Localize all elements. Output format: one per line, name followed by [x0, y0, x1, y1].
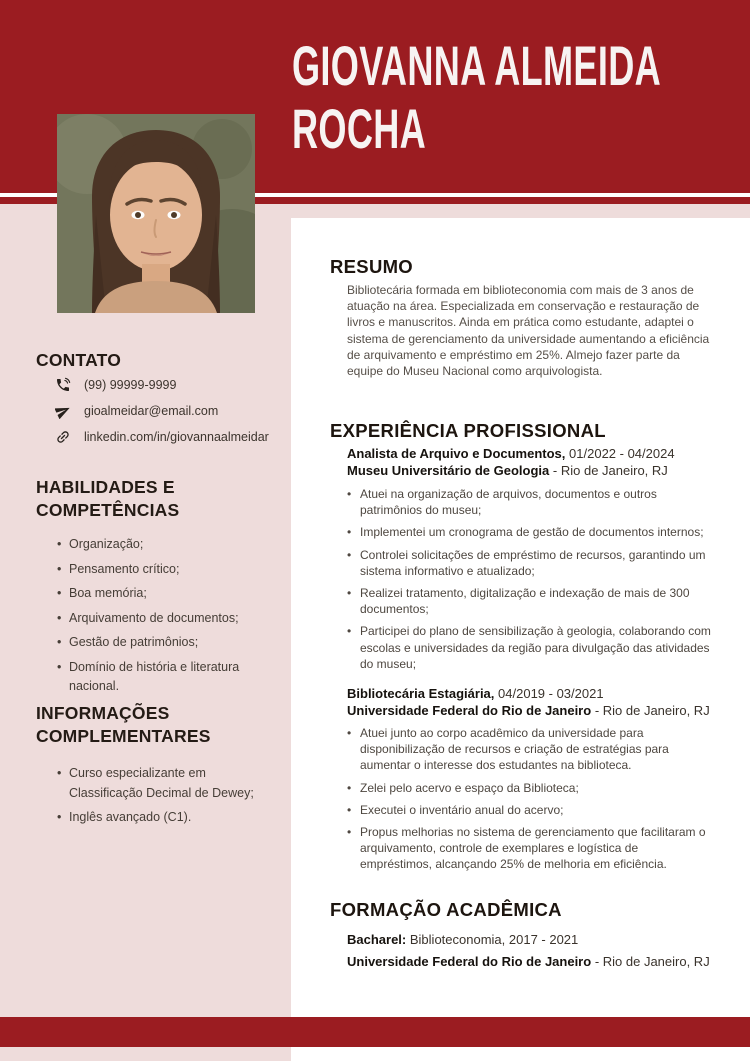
education-degree-label: Bacharel: — [347, 932, 407, 947]
job2-role: Bibliotecária Estagiária, — [347, 686, 495, 701]
additional-info-title: INFORMAÇÕES COMPLEMENTARES — [36, 703, 211, 746]
send-icon — [55, 403, 71, 419]
skill-item: • Arquivamento de documentos; — [57, 609, 255, 629]
job2-org: Universidade Federal do Rio de Janeiro — [347, 703, 592, 718]
experience-title: EXPERIÊNCIA PROFISSIONAL — [330, 420, 606, 441]
education-org-line — [347, 951, 710, 973]
job2-bullet: • Zelei pelo acervo e espaço da Biblioteca; — [347, 780, 713, 796]
candidate-name — [292, 34, 661, 160]
phone-number: (99) 99999-9999 — [84, 378, 177, 392]
job2-location: - Rio de Janeiro, RJ — [594, 703, 710, 718]
info-item: • Inglês avançado (C1). — [57, 808, 257, 828]
linkedin-url: linkedin.com/in/giovannaalmeidar — [84, 430, 269, 444]
skill-item: • Gestão de patrimônios; — [57, 633, 255, 653]
skill-item: • Boa memória; — [57, 584, 255, 604]
job1-org: Museu Universitário de Geologia — [347, 463, 550, 478]
education-location: - Rio de Janeiro, RJ — [594, 953, 710, 969]
pink-strip — [291, 204, 750, 218]
education-degree-line — [347, 929, 710, 951]
skill-item: • Domínio de história e literatura nacional. — [57, 658, 255, 697]
job2-role-line — [347, 686, 604, 703]
footer-band — [0, 1017, 750, 1047]
profile-photo — [57, 114, 255, 313]
job1-bullet-list — [347, 486, 713, 678]
job1-role-line — [347, 446, 675, 463]
job2-bullet-list — [347, 725, 713, 879]
link-icon — [55, 429, 71, 445]
sidebar — [0, 204, 291, 1061]
info-item: • Curso especializante em Classificação Decimal de Dewey; — [57, 764, 257, 803]
education-title: FORMAÇÃO ACADÊMICA — [330, 899, 562, 920]
education-degree-value: Biblioteconomia, 2017 - 2021 — [409, 932, 579, 947]
contact-list — [0, 374, 291, 452]
job2-bullet: • Propus melhorias no sistema de gerenciamento que facilitaram o arquivamento, controle de exemplares e logística de empréstimos, alcançando 25% de melhoria em eficiência. — [347, 824, 713, 873]
job1-bullet: • Participei do plano de sensibilização à geologia, colaborando com escolas e universidades da região para divulgação das atividades do museu; — [347, 623, 713, 672]
resume-text: Bibliotecária formada em biblioteconomia com mais de 3 anos de atuação na área. Especializada em conservação e restauração de livros e manuscritos. Ainda em prática como estudante, adaptei o sistema de gerenciamento da universidade aumentando a eficiência de arquivamento e empréstimo em 25%. Almejo fazer parte da equipe do Museu Nacional como arquivologista. — [347, 283, 710, 379]
contact-item-linkedin[interactable] — [0, 426, 291, 452]
job1-bullet: • Atuei na organização de arquivos, documentos e outros patrimônios do museu; — [347, 486, 713, 518]
phone-icon — [55, 377, 71, 393]
job2-period: 04/2019 - 03/2021 — [498, 686, 604, 701]
job1-location: - Rio de Janeiro, RJ — [552, 463, 668, 478]
job2-org-line — [347, 703, 710, 720]
email-address: gioalmeidar@email.com — [84, 404, 219, 418]
skills-list — [57, 535, 255, 702]
job1-org-line — [347, 463, 668, 480]
job2-bullet: • Atuei junto ao corpo acadêmico da universidade para disponibilização de recursos e criação de estratégias para aumentar o interesse dos estudantes na biblioteca. — [347, 725, 713, 774]
contact-item-phone[interactable] — [0, 374, 291, 400]
resume-title: RESUMO — [330, 256, 413, 277]
job1-bullet: • Controlei solicitações de empréstimo de recursos, garantindo um sistema informativo e atualizado; — [347, 547, 713, 579]
skill-item: • Organização; — [57, 535, 255, 555]
job1-bullet: • Implementei um cronograma de gestão de documentos internos; — [347, 524, 713, 540]
education-org: Universidade Federal do Rio de Janeiro — [347, 953, 592, 969]
name-line-2: ROCHA — [292, 97, 427, 160]
contact-item-email[interactable] — [0, 400, 291, 426]
name-line-1: GIOVANNA ALMEIDA — [292, 34, 662, 97]
job1-role: Analista de Arquivo e Documentos, — [347, 446, 566, 461]
job1-period: 01/2022 - 04/2024 — [569, 446, 675, 461]
education-block — [347, 929, 710, 972]
skills-title: HABILIDADES E COMPETÊNCIAS — [36, 477, 180, 520]
job2-bullet: • Executei o inventário anual do acervo; — [347, 802, 713, 818]
contact-title: CONTATO — [36, 350, 122, 370]
additional-info-list — [57, 764, 257, 833]
skill-item: • Pensamento crítico; — [57, 560, 255, 580]
job1-bullet: • Realizei tratamento, digitalização e indexação de mais de 300 documentos; — [347, 585, 713, 617]
